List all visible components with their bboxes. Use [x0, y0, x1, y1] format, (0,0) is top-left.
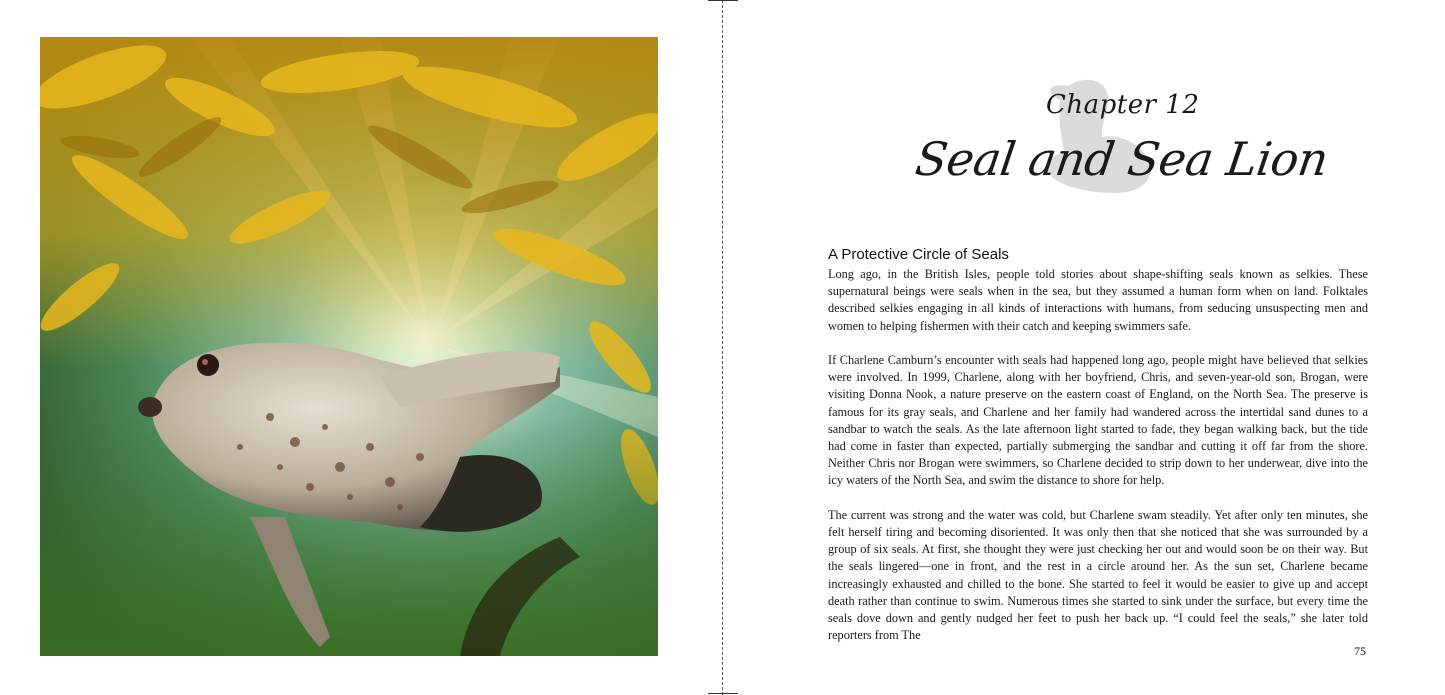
page-number: 75: [1354, 644, 1366, 658]
body-text: [828, 266, 1368, 644]
chapter-number: Chapter 12: [1046, 90, 1200, 120]
seal-kelp-photo: [40, 37, 658, 656]
paragraph-1: Long ago, in the British Isles, people told stories about shape-shifting seals known as selkies. These supernatural beings were seals when in the sea, but they assumed a human form when on land. Folktales described selkies engaging in all kinds of interactions with humans, from seducing unsuspecting men and women to helping fishermen with their catch and keeping swimmers safe.: [828, 267, 1368, 333]
chapter-title: Seal and Sea Lion: [912, 132, 1332, 186]
section-heading: A Protective Circle of Seals: [828, 246, 1009, 263]
crop-mark-bottom: [708, 693, 738, 694]
crop-mark-top: [708, 0, 738, 1]
chapter-header: [900, 70, 1332, 210]
paragraph-2: If Charlene Camburn’s encounter with seals had happened long ago, people might have believed that selkies were involved. In 1999, Charlene, along with her boyfriend, Chris, and seven-year-old son, Brogan, were visiting Donna Nook, a nature preserve on the eastern coast of England, on the North Sea. The preserve is famous for its gray seals, and Charlene and her family had wandered across the intertidal sand dunes to a sandbar to watch the seals. As the late afternoon light started to fade, they began walking back, but the tide had come in faster than expected, partially submerging the sandbar and cutting it off far from the shore. Neither Chris nor Brogan were swimmers, so Charlene decided to strip down to her underwear, dive into the icy waters of the North Sea, and swim the distance to shore for help.: [828, 353, 1368, 488]
page-gutter: [722, 0, 723, 695]
paragraph-3: The current was strong and the water was cold, but Charlene swam steadily. Yet after only ten minutes, she felt herself tiring and becoming disoriented. It was only then that she noticed that she was surrounded by a group of six seals. At first, she thought they were just checking her out and would soon be on their way. But the seals lingered—one in front, and the rest in a circle around her. As the sun set, Charlene became increasingly exhausted and chilled to the bone. She started to feel it would be easier to give up and accept death rather than continue to swim. Numerous times she started to sink under the surface, but every time the seals dove down and gently nudged her feet to push her back up. “I could feel the seals,” she later told reporters from The: [828, 507, 1368, 643]
